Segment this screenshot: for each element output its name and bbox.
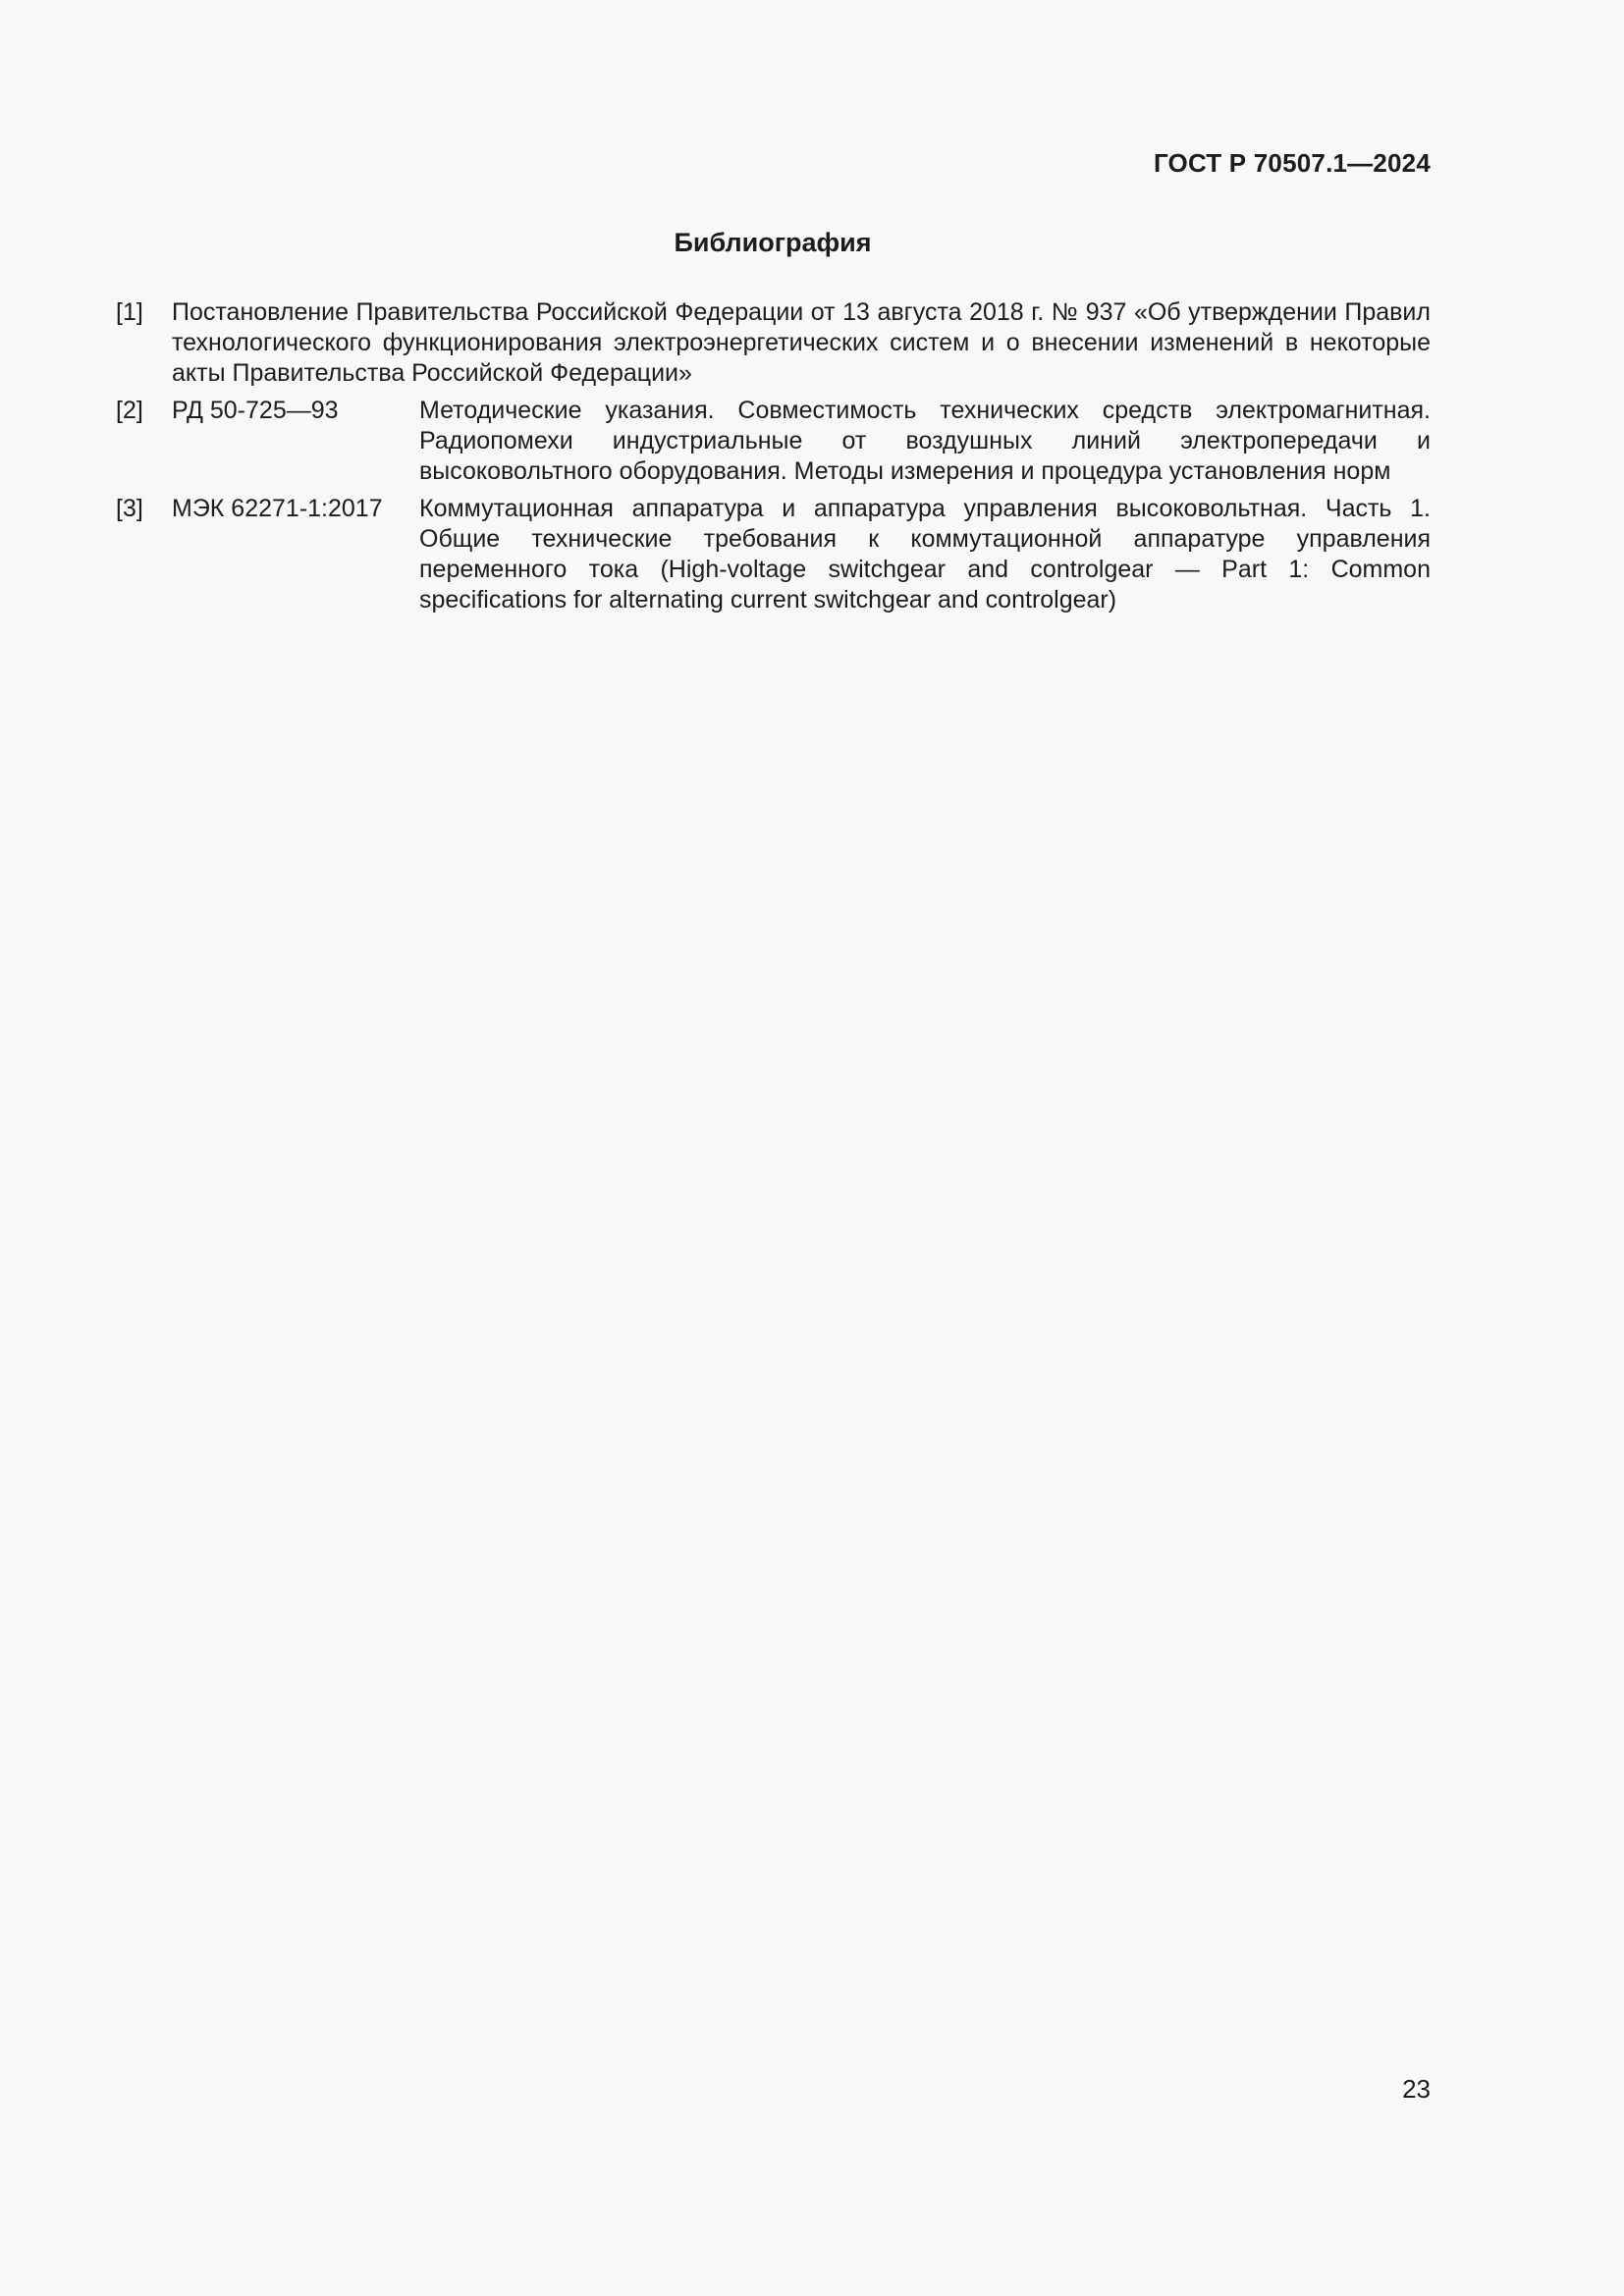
entry-number: [3]: [116, 495, 143, 522]
bibliography-entry: [116, 494, 1431, 615]
entry-code: РД 50-725—93: [172, 397, 339, 424]
section-title: Библиография: [674, 228, 872, 257]
entry-code: МЭК 62271-1:2017: [172, 495, 383, 522]
bibliography-list: [116, 297, 1431, 622]
entry-number: [1]: [116, 298, 143, 326]
entry-text: Постановление Правительства Российской Федерации от 13 августа 2018 г. № 937 «Об утверждении Правил технологического функционирования электроэнергетических систем и о внесении изменений в некоторые акты Правительства Российской Федерации»: [172, 298, 1431, 387]
entry-text: Методические указания. Совместимость технических средств электромагнитная. Радиопомехи индустриальные от воздушных линий электропередачи и высоковольтного оборудования. Методы измерения и процедура установления норм: [419, 397, 1431, 485]
entry-text: Коммутационная аппаратура и аппаратура управления высоковольтная. Часть 1. Общие технические требования к коммутационной аппаратуре управления переменного тока (High-voltage switchgear and controlgear — Part 1: Common specifications for alternating current switchgear and controlgear): [419, 495, 1431, 614]
document-id: ГОСТ Р 70507.1—2024: [1153, 148, 1431, 178]
page-number: 23: [1402, 2074, 1431, 2104]
entry-number: [2]: [116, 397, 143, 424]
bibliography-entry: [116, 396, 1431, 487]
bibliography-entry: [116, 297, 1431, 389]
